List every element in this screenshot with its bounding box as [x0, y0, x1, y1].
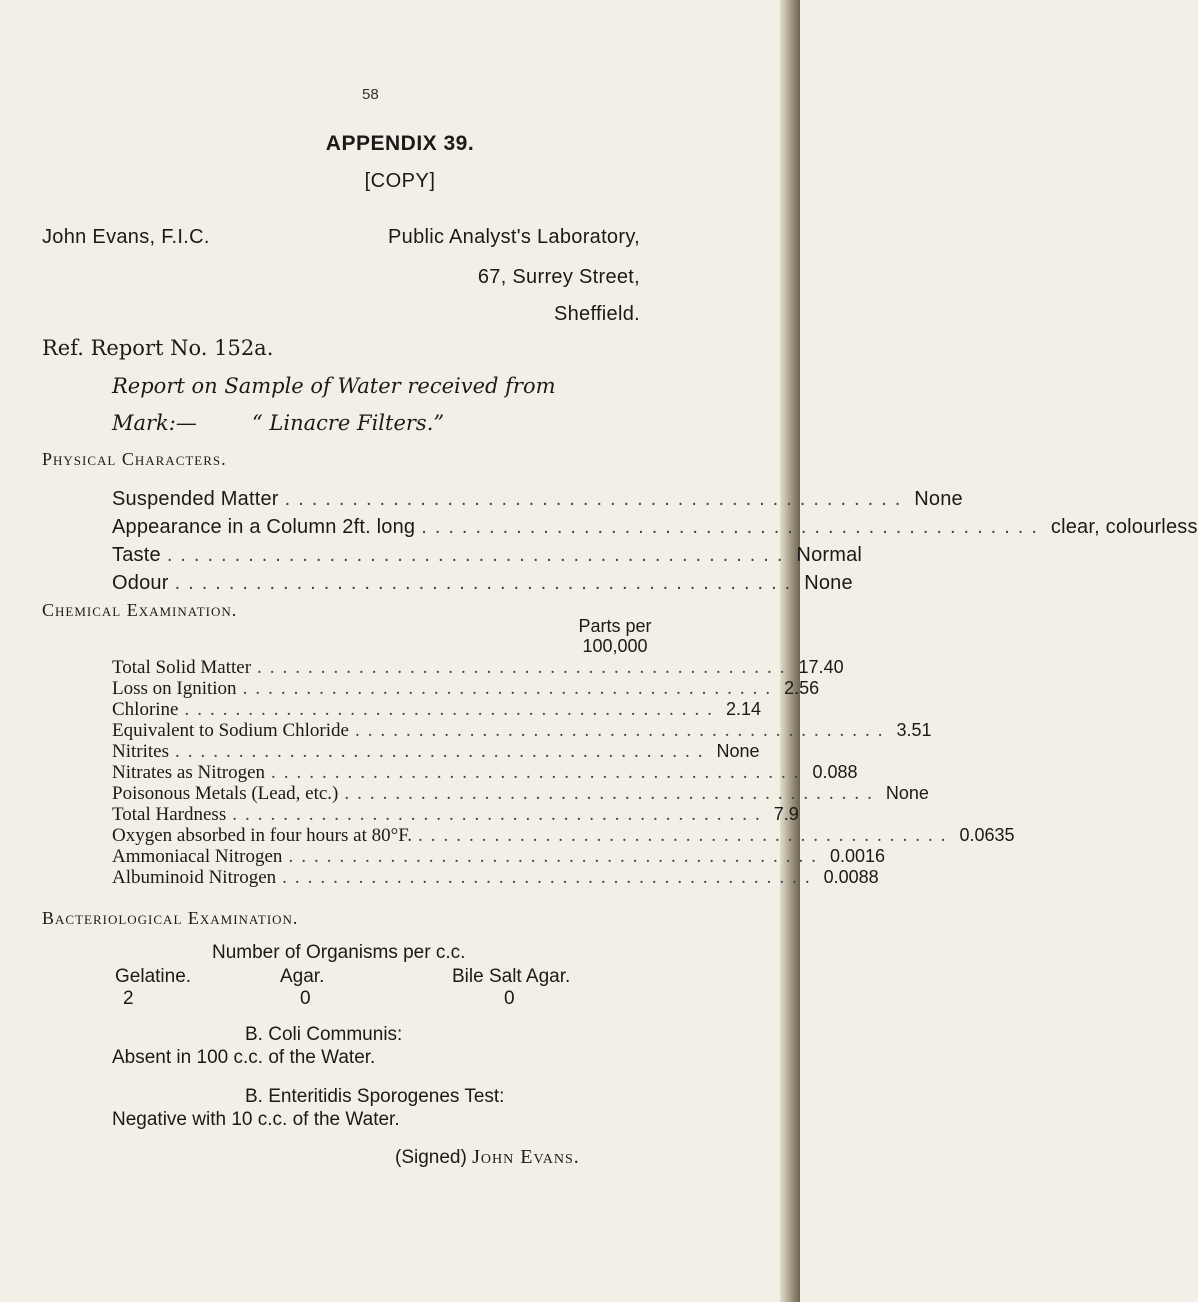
dot-leader: .......................................... [288, 846, 824, 867]
chemical-label: Poisonous Metals (Lead, etc.) [112, 783, 339, 804]
page-edge-shadow [780, 0, 800, 1302]
dot-leader: .......................................... [271, 762, 807, 783]
chemical-value: 0.088 [812, 762, 858, 782]
report-reference: Ref. Report No. 152a. [42, 336, 274, 360]
enteritidis-heading: B. Enteritidis Sporogenes Test: [245, 1086, 505, 1107]
mark-label: Mark:— [112, 411, 197, 435]
chemical-row [112, 846, 885, 867]
physical-value: None [804, 572, 853, 594]
chemical-value: 2.14 [726, 699, 762, 719]
chemical-row [112, 762, 858, 783]
physical-heading: Physical Characters. [42, 449, 227, 469]
chemical-value: 3.51 [896, 720, 932, 740]
physical-label: Suspended Matter [112, 488, 279, 510]
physical-row [112, 544, 863, 567]
dot-leader: .......................................... [282, 867, 818, 888]
dot-leader: .......................................... [242, 678, 779, 699]
chemical-row [112, 804, 799, 825]
chemical-row [112, 783, 929, 804]
copy-label: [COPY] [364, 170, 436, 192]
chemical-value: 0.0088 [823, 867, 879, 887]
chemical-label: Equivalent to Sodium Chloride [112, 720, 349, 741]
chemical-value: 17.40 [798, 657, 844, 677]
chemical-label: Nitrates as Nitrogen [112, 762, 266, 783]
chemical-value: 2.56 [784, 678, 820, 698]
physical-label: Taste [112, 544, 161, 566]
physical-row [112, 572, 853, 595]
dot-leader: .......................................... [344, 783, 880, 804]
chemical-row [112, 825, 1015, 846]
medium-bile-salt-agar: Bile Salt Agar. [452, 966, 571, 987]
medium-gelatine: Gelatine. [115, 966, 192, 987]
dot-leader: .............................................. [421, 516, 1045, 538]
chemical-label: Oxygen absorbed in four hours at 80°F. [112, 825, 413, 846]
dot-leader: .......................................... [175, 741, 711, 762]
chemical-heading: Chemical Examination. [42, 600, 238, 620]
chemical-label: Total Solid Matter [112, 657, 252, 678]
dot-leader: .......................................... [257, 657, 793, 678]
dot-leader: .......................................... [418, 825, 954, 846]
dot-leader: .............................................. [166, 544, 791, 566]
chemical-row [112, 741, 760, 762]
chemical-value: None [716, 741, 760, 761]
chemical-row [112, 657, 844, 678]
chemical-label: Chlorine [112, 699, 179, 720]
signature-name: John Evans. [472, 1146, 580, 1168]
organisms-label: Number of Organisms per c.c. [212, 942, 466, 963]
author-name: John Evans, F.I.C. [42, 226, 210, 248]
physical-row [112, 516, 1198, 539]
unit-header-line-2: 100,000 [582, 636, 648, 656]
appendix-heading: APPENDIX 39. [325, 132, 475, 155]
dot-leader: .......................................... [184, 699, 720, 720]
medium-agar: Agar. [280, 966, 325, 987]
chemical-label: Nitrites [112, 741, 169, 762]
coli-heading: B. Coli Communis: [245, 1024, 403, 1045]
physical-value: Normal [796, 544, 863, 566]
chemical-value: 0.0016 [829, 846, 885, 866]
count-gelatine: 2 [123, 988, 134, 1009]
signature-prefix: (Signed) [395, 1147, 467, 1168]
address-line-3: Sheffield. [553, 303, 640, 325]
address-line-1: Public Analyst's Laboratory, [388, 226, 640, 248]
mark-value: “ Linacre Filters.” [252, 411, 445, 435]
bacteriological-heading: Bacteriological Examination. [42, 908, 299, 928]
chemical-value: None [885, 783, 929, 803]
physical-label: Odour [112, 572, 169, 594]
chemical-row [112, 867, 879, 888]
chemical-value: 7.9 [773, 804, 799, 824]
physical-row [112, 488, 963, 511]
page-number: 58 [362, 86, 379, 103]
dot-leader: .............................................. [174, 572, 799, 594]
physical-label: Appearance in a Column 2ft. long [112, 516, 416, 538]
dot-leader: .......................................... [232, 804, 768, 825]
dot-leader: .............................................. [284, 488, 909, 510]
physical-value: None [914, 488, 963, 510]
count-agar: 0 [300, 988, 311, 1009]
chemical-label: Ammoniacal Nitrogen [112, 846, 283, 867]
chemical-row [112, 720, 932, 741]
coli-result: Absent in 100 c.c. of the Water. [112, 1047, 376, 1068]
dot-leader: .......................................... [354, 720, 891, 741]
chemical-value: 0.0635 [959, 825, 1015, 845]
report-title: Report on Sample of Water received from [112, 374, 556, 398]
enteritidis-result: Negative with 10 c.c. of the Water. [112, 1109, 400, 1130]
chemical-label: Loss on Ignition [112, 678, 237, 699]
physical-value: clear, colourless [1050, 516, 1198, 538]
chemical-label: Albuminoid Nitrogen [112, 867, 277, 888]
signature-line [395, 1146, 580, 1169]
chemical-label: Total Hardness [112, 804, 227, 825]
chemical-row [112, 678, 820, 699]
unit-header-line-1: Parts per [578, 616, 652, 636]
chemical-row [112, 699, 762, 720]
address-line-2: 67, Surrey Street, [477, 266, 640, 288]
count-bile-salt-agar: 0 [504, 988, 515, 1009]
